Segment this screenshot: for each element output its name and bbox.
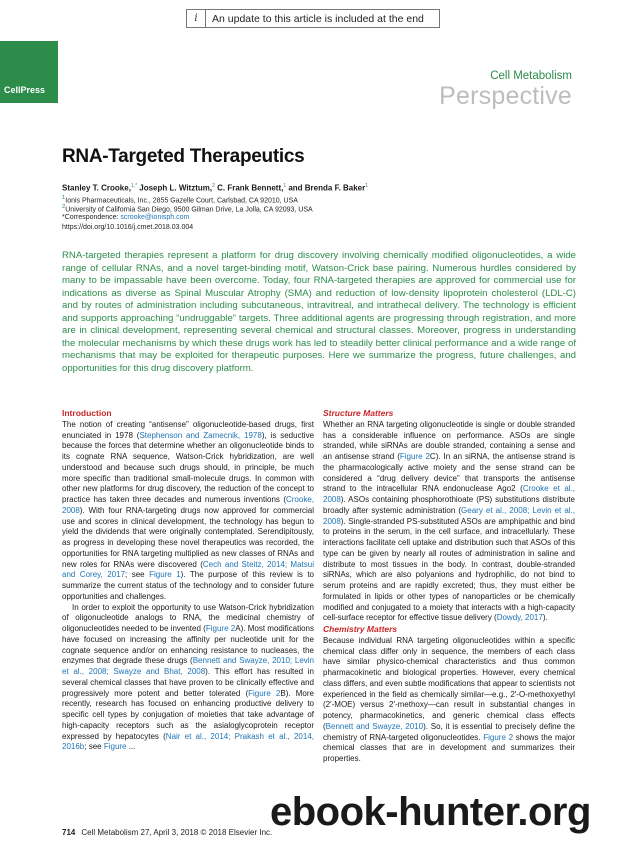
citation-link[interactable]: Crooke, 2008 (62, 495, 314, 515)
paragraph (62, 603, 314, 754)
correspondence-email-link[interactable]: scrooke@ionisph.com (120, 214, 190, 221)
citation-link[interactable]: Crooke et al., 2008 (323, 484, 576, 504)
left-column (62, 408, 314, 753)
affil-text: University of California San Diego, 9500 Gilman Drive, La Jolla, CA 92093, USA (65, 206, 313, 214)
text-run: ). ASOs containing phosphorothioate (PS) substitutions distribute broadly after systemic administration ( (323, 495, 575, 515)
journal-name: Cell Metabolism (490, 70, 572, 82)
section-heading-chemistry-matters: Chemistry Matters (323, 624, 398, 634)
article-type: Perspective (439, 82, 572, 110)
citation-link[interactable]: Bennett and Swayze, 2010; Levin et al., 2008; Swayze and Bhat, 2008 (62, 656, 314, 676)
author-affil-mark: 1,* (130, 183, 138, 189)
text-run: shows the major chemical classes that are in development and summarizes their properties. (323, 732, 575, 763)
figure-link[interactable]: Figure 1 (149, 570, 181, 580)
text-run: ). So, it is essential to precisely define the chemistry of RNA-targeted oligonucleotides. (323, 721, 576, 742)
text-run: ). Single-stranded PS-substituted ASOs are amphipathic and bind to proteins in the serum, in the cell surface, and intracellularly. These interactions facilitate cell uptake and distribution such that ASOs of this type can be given by nearly all routes of administration in saline and distribute to most tissues in the body. In contrast, double-stranded siRNAs, which are also polyanions and hydrophilic, do not bind to serum proteins and are rapidly excreted; thus, they must either be formulated in lipids or other types of nanoparticles or be chemically modified and conjugated to a moiety that interacts with a high-capacity cell-surface receptor for effective tissue delivery ( (323, 516, 575, 623)
text-run: B). More recently, research has focused on enhancing productive delivery to specific cell types by conjugation of moieties that take advantage of high-capacity receptors such as the asialoglycoprotein receptor expressed by hepatocytes ( (62, 688, 314, 741)
page-number: 714 (62, 828, 76, 837)
text-run: ), is seductive because the forces that determine whether an oligonucleotide binds to its cognate RNA sequence, Watson-Crick hybridization, are well understood and because such drugs should, in principle, be much more specific than traditional small-molecule drugs. In common with other new platforms for drug discovery, the reduction of the concept to practice has taken three decades and numerous inventions ( (62, 430, 315, 504)
affil-text: Ionis Pharmaceuticals, Inc., 2855 Gazelle Court, Carlsbad, CA 92010, USA (65, 197, 298, 205)
author-list (62, 183, 368, 193)
author: C. Frank Bennett, (214, 183, 284, 193)
right-column (323, 408, 575, 765)
figure-link[interactable]: Figure 2 (483, 732, 514, 742)
footer-citation: Cell Metabolism 27, April 3, 2018 © 2018 Elsevier Inc. (81, 828, 273, 837)
text-run: Whether an RNA targeting oligonucleotide is single or double stranded has a considerable influence on performance. ASOs are single stranded, while siRNAs are double stranded, containing a sense and an antisense strand ( (323, 419, 575, 461)
figure-link[interactable]: Figure 2 (205, 624, 236, 633)
text-run: ... (126, 742, 136, 752)
doi-link[interactable]: https://doi.org/10.1016/j.cmet.2018.03.004 (62, 224, 194, 231)
text-run: ; see (125, 570, 150, 580)
article-title: RNA-Targeted Therapeutics (62, 146, 305, 167)
watermark: ebook-hunter.org (270, 790, 591, 834)
abstract: RNA-targeted therapies represent a platform for drug discovery involving chemically modified oligonucleotides, a wide range of cellular RNAs, and a novel target-binding motif, Watson-Crick base pairing. Numerous hurdles considered by many to be impassable have been overcome. Today, four RNA-targeted therapies are approved for commercial use for indications as diverse as Spinal Muscular Atrophy (SMA) and reduction of low-density lipoprotein cholesterol (LDL-C) and by routes of administration including subcutaneous, intravitreal, and intrathecal delivery. The technology is efficient and supports approaching “undruggable” targets. Three additional agents are progressing through registration, and more are in clinical development, representing several chemical and structural classes. Moreover, progress in understanding the molecular mechanisms by which these drugs work has led to steadily better clinical performance and a wide range of mechanisms that may be exploited for therapeutic purposes. Here we summarize the progress, future challenges, and opportunities for this drug discovery platform. (62, 250, 576, 374)
author: and Brenda F. Baker (286, 183, 366, 193)
citation-link[interactable]: Nair et al., 2014; Prakash et al., 2014, 2016b (62, 731, 314, 752)
text-run: In order to exploit the opportunity to use Watson-Crick hybridization of oligonucleotide analogs to RNA, the medicinal chemistry of oligonucleotides needed to be invented ( (62, 602, 314, 633)
publisher-name: CellPress (4, 85, 46, 95)
citation-link[interactable]: Bennett and Swayze, 2010 (325, 721, 424, 731)
text-run: ). (542, 613, 548, 623)
correspondence-label: *Correspondence: (62, 214, 121, 221)
author-affil-mark: 2 (212, 183, 215, 189)
citation-link[interactable]: Dowdy, 2017 (496, 613, 543, 623)
info-icon: i (187, 10, 206, 27)
text-run: ). The purpose of this review is to summarize the current status of the technology and to consider future opportunities and challenges. (62, 570, 314, 601)
paragraph (62, 420, 314, 603)
citation-link[interactable]: Geary et al., 2008; Levin et al., 2008 (323, 505, 575, 526)
text-run: ). This effort has resulted in several chemical classes that have proven to be clinically effective and progressively more potent and better tolerated ( (62, 667, 314, 698)
cellpress-logo (0, 41, 58, 103)
author: Stanley T. Crooke, (62, 183, 131, 193)
paragraph (323, 420, 575, 624)
author: Joseph L. Witztum, (137, 183, 213, 193)
paragraph (323, 636, 575, 765)
author-affil-mark: 1 (283, 183, 287, 189)
correspondence (62, 213, 189, 222)
citation-link[interactable]: Stephenson and Zamecnik, 1978 (139, 430, 262, 440)
citation-link[interactable]: Cech and Steitz, 2014; Matsui and Corey, 2017 (62, 559, 314, 580)
figure-link[interactable]: Figure 2 (248, 688, 281, 698)
figure-link[interactable]: Figure 2 (399, 452, 430, 461)
text-run: A). Most modifications have focused on increasing the affinity per nucleotide unit for the cognate sequence and/or on enhancing resistance to nucleases, the enzymes that degrade these drugs ( (62, 624, 314, 666)
text-run: The notion of creating “antisense” oligonucleotide-based drugs, first enunciated in 1978 ( (62, 419, 314, 440)
affil-number: 2 (62, 204, 66, 210)
update-notice-text[interactable]: An update to this article is included at the end (212, 12, 424, 25)
section-heading-introduction: Introduction (62, 408, 112, 418)
author-affil-mark: 1 (365, 183, 369, 189)
section-heading-structure-matters: Structure Matters (323, 408, 394, 418)
figure-link[interactable]: Figure (103, 742, 127, 752)
update-notice-bar[interactable] (186, 9, 440, 28)
text-run: ; see (84, 742, 104, 752)
text-run: Because individual RNA targeting oligonucleotides within a specific chemical class differ only in sequence, the members of each class have similar physico-chemical characteristics and thus common pharmacokinetic and biological properties. However, every chemical class differs, and even subtle modifications that appear to scientists not experienced in the field as chemically similar—e.g., 2′-O-methoxyethyl (2′-MOE) versus 2′-methoxy—can result in substantial changes in potency, pharmacokinetics, and generic chemical class effects ( (323, 635, 575, 731)
affil-number: 1 (62, 195, 66, 201)
page-footer (62, 828, 272, 837)
text-run: ). With four RNA-targeting drugs now approved for commercial use and scores in clinical development, the technology has begun to yield the dividends that were originally contemplated. Serendipitously, as progress in developing these novel therapeutics was recorded, the opportunities for RNA targeting multiplied as new classes of RNAs and new roles for RNAs were discovered ( (62, 505, 314, 569)
text-run: C). In an siRNA, the antisense strand is the pharmacologically active moiety and the sense strand can be considered a “drug delivery device” that transports the antisense strand to the intracellular RNA endonuclease Ago2 ( (323, 452, 575, 494)
